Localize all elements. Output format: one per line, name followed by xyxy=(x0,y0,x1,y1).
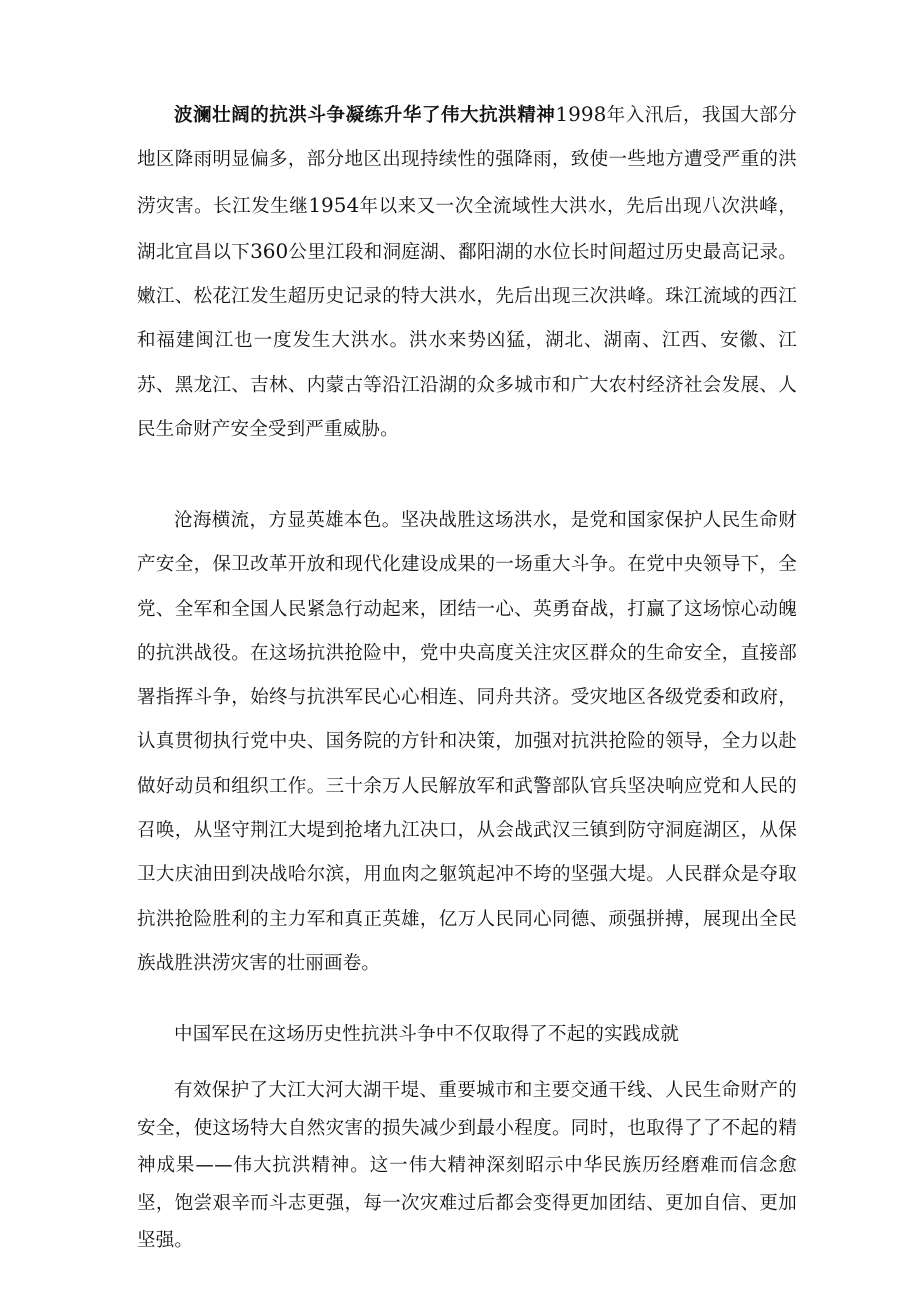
paragraph-3: 中国军民在这场历史性抗洪斗争中不仅取得了不起的实践成就 xyxy=(174,1024,679,1045)
paragraph-1-text-a: 年入汛后，我国大部分地区降雨明显偏多，部分地区出现持续性的强降雨，致使一些地方遭受严重的洪涝灾害。长江发生继 xyxy=(137,105,797,217)
distance-360: 360 xyxy=(250,238,289,263)
year-1998: 1998 xyxy=(555,102,607,126)
paragraph-1 xyxy=(137,92,797,452)
paragraph-2: 沧海横流，方显英雄本色。坚决战胜这场洪水，是党和国家保护人民生命财产安全，保卫改革开放和现代化建设成果的一场重大斗争。在党中央领导下，全党、全军和全国人民紧急行动起来，团结一心、英勇奋战，打赢了这场惊心动魄的抗洪战役。在这场抗洪抢险中，党中央高度关注灾区群众的生命安全，直接部署指挥斗争，始终与抗洪军民心心相连、同舟共济。受灾地区各级党委和政府，认真贯彻执行党中央、国务院的方针和决策，加强对抗洪抢险的领导，全力以赴做好动员和组织工作。三十余万人民解放军和武警部队官兵坚决响应党和人民的召唤，从坚守荆江大堤到抢堵九江决口，从会战武汉三镇到防守洞庭湖区，从保卫大庆油田到决战哈尔滨，用血肉之躯筑起冲不垮的坚强大堤。人民群众是夺取抗洪抢险胜利的主力军和真正英雄，亿万人民同心同德、顽强拼搏，展现出全民族战胜洪涝灾害的壮丽画卷。 xyxy=(137,510,797,974)
paragraph-1-lead-heading: 波澜壮阔的抗洪斗争凝练升华了伟大抗洪精神 xyxy=(174,105,556,126)
year-1954: 1954 xyxy=(308,192,360,217)
paragraph-1-text-b: 年以来又一次全流域性大洪水，先后出现八次洪峰，湖北宜昌以下 xyxy=(137,195,797,263)
paragraph-1-text-c: 公里江段和洞庭湖、鄱阳湖的水位长时间超过历史最高记录。嫩江、松花江发生超历史记录的特大洪水，先后出现三次洪峰。珠江流域的西江和福建闽江也一度发生大洪水。洪水来势凶猛，湖北、湖南、江西、安徽、江苏、黑龙江、吉林、内蒙古等沿江沿湖的众多城市和广大农村经济社会发展、人民生命财产安全受到严重威胁。 xyxy=(137,241,798,441)
paragraph-4: 有效保护了大江大河大湖干堤、重要城市和主要交通干线、人民生命财产的安全，使这场特大自然灾害的损失减少到最小程度。同时，也取得了了不起的精神成果——伟大抗洪精神。这一伟大精神深刻昭示中华民族历经磨难而信念愈坚，饱尝艰辛而斗志更强，每一次灾难过后都会变得更加团结、更加自信、更加坚强。 xyxy=(137,1080,797,1251)
